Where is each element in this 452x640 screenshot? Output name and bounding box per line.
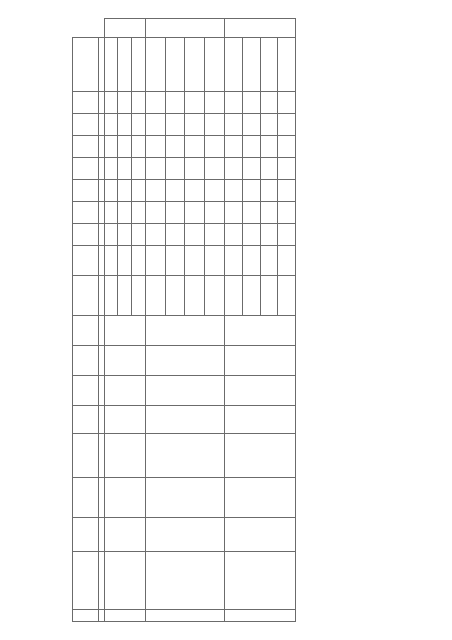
cell-y3: [205, 180, 225, 202]
cell-y1: [145, 224, 165, 246]
cell-source: [260, 276, 278, 316]
cell-y7: [225, 92, 243, 114]
cell-y6: [278, 114, 296, 136]
cell-y2: [225, 202, 243, 224]
cell-total: [104, 246, 118, 276]
cell-y5: [242, 136, 260, 158]
cell-y1: [205, 224, 225, 246]
cell-y2: [260, 202, 278, 224]
header-cell: [73, 478, 99, 518]
cell-y3: [104, 180, 118, 202]
header-cell: [73, 610, 99, 622]
cell-y2: [104, 202, 118, 224]
cell-total: [225, 246, 243, 276]
table-row: [145, 19, 165, 622]
cell-y1: [185, 224, 205, 246]
cell-location: [225, 478, 296, 518]
cell-y6: [260, 114, 278, 136]
cell-remaining-end: [225, 38, 243, 92]
header-cell: [73, 202, 99, 224]
header-cell: [73, 114, 99, 136]
cell-total: [205, 246, 225, 276]
cell-y1: [278, 224, 296, 246]
cell-y4: [225, 158, 243, 180]
cell-financed: [104, 346, 145, 376]
cell-y1: [225, 224, 243, 246]
cell-y3: [225, 180, 243, 202]
cell-y4: [242, 158, 260, 180]
cell-y3: [145, 180, 165, 202]
cell-period: [225, 406, 296, 434]
cell-y6: [165, 114, 185, 136]
cell-remaining: [104, 316, 145, 346]
cell-y5: [104, 136, 118, 158]
cell-y6: [205, 114, 225, 136]
cell-y3: [242, 180, 260, 202]
cell-y2: [118, 202, 132, 224]
cell-y6: [104, 114, 118, 136]
table-row: [225, 19, 243, 622]
cell-y4: [104, 158, 118, 180]
appendix-note: [22, 22, 40, 140]
cell-y6: [225, 114, 243, 136]
cell-y1: [165, 224, 185, 246]
cell-remaining-end: [118, 38, 132, 92]
header-cell: [73, 180, 99, 202]
cell-y2: [145, 202, 165, 224]
cell-num: [145, 610, 224, 622]
cell-y4: [205, 158, 225, 180]
cell-y5: [260, 136, 278, 158]
cell-y2: [165, 202, 185, 224]
cell-remaining-end: [260, 38, 278, 92]
appendix-line: [36, 22, 40, 140]
cell-source: [205, 276, 225, 316]
cell-source: [165, 276, 185, 316]
cell-y7: [260, 92, 278, 114]
cell-remaining: [225, 316, 296, 346]
header-cell: [73, 276, 99, 316]
cell-y6: [185, 114, 205, 136]
cell-work-type: [225, 434, 296, 478]
cell-period: [104, 406, 145, 434]
cell-y7: [165, 92, 185, 114]
cell-y3: [132, 180, 146, 202]
cell-y4: [132, 158, 146, 180]
cell-total: [132, 246, 146, 276]
cell-remaining-end: [242, 38, 260, 92]
cell-y6: [145, 114, 165, 136]
cell-total: [145, 246, 165, 276]
cell-source: [225, 276, 243, 316]
cell-y6: [118, 114, 132, 136]
cell-num: [225, 610, 296, 622]
cell-source: [242, 276, 260, 316]
cell-y6: [132, 114, 146, 136]
cell-y7: [132, 92, 146, 114]
cell-y5: [185, 136, 205, 158]
cell-y3: [260, 180, 278, 202]
cell-y2: [278, 202, 296, 224]
cell-total: [118, 246, 132, 276]
cell-y2: [242, 202, 260, 224]
cell-y5: [165, 136, 185, 158]
cell-remaining-end: [132, 38, 146, 92]
cell-name: [145, 552, 224, 610]
cell-y4: [165, 158, 185, 180]
header-cell: [73, 434, 99, 478]
cell-y1: [104, 224, 118, 246]
cell-y2: [205, 202, 225, 224]
cell-name: [225, 552, 296, 610]
cell-y5: [132, 136, 146, 158]
cell-y5: [145, 136, 165, 158]
cell-source: [185, 276, 205, 316]
cell-remaining-end: [145, 38, 165, 92]
header-cell: [73, 136, 99, 158]
cell-y1: [118, 224, 132, 246]
cell-financed: [225, 346, 296, 376]
cell-cost: [225, 376, 296, 406]
header-cell: [73, 224, 99, 246]
cell-y5: [278, 136, 296, 158]
cell-total: [260, 246, 278, 276]
cell-y5: [205, 136, 225, 158]
cell-capacity: [104, 518, 145, 552]
cell-y7: [145, 92, 165, 114]
cell-source: [145, 276, 165, 316]
cell-y6: [242, 114, 260, 136]
header-cell: [73, 552, 99, 610]
cell-remaining: [145, 316, 224, 346]
cell-y2: [132, 202, 146, 224]
cell-location: [104, 478, 145, 518]
header-cell: [73, 38, 99, 92]
cell-capacity: [145, 518, 224, 552]
cell-y4: [185, 158, 205, 180]
cell-y2: [185, 202, 205, 224]
cell-y3: [278, 180, 296, 202]
cell-source: [278, 276, 296, 316]
cell-total: [165, 246, 185, 276]
cell-cost: [145, 376, 224, 406]
cell-source: [132, 276, 146, 316]
cell-y1: [132, 224, 146, 246]
cell-capacity: [225, 518, 296, 552]
cell-y4: [145, 158, 165, 180]
cell-y3: [165, 180, 185, 202]
header-cell: [73, 346, 99, 376]
cell-y4: [260, 158, 278, 180]
cell-y7: [278, 92, 296, 114]
cell-total: [278, 246, 296, 276]
cell-cost: [104, 376, 145, 406]
cell-remaining-end: [165, 38, 185, 92]
cell-y7: [242, 92, 260, 114]
cell-y4: [118, 158, 132, 180]
cell-period: [145, 406, 224, 434]
cell-y5: [225, 136, 243, 158]
table-row: [104, 19, 118, 622]
cell-y7: [118, 92, 132, 114]
table-body: [104, 19, 296, 622]
header-cell: [73, 518, 99, 552]
cell-customer: [104, 19, 145, 38]
cell-name: [104, 552, 145, 610]
cell-remaining-end: [185, 38, 205, 92]
cell-total: [185, 246, 205, 276]
cell-remaining-end: [104, 38, 118, 92]
header-cell: [73, 246, 99, 276]
cell-total: [242, 246, 260, 276]
cell-y5: [118, 136, 132, 158]
cell-y4: [278, 158, 296, 180]
title-line: [62, 70, 66, 570]
cell-y7: [185, 92, 205, 114]
cell-num: [104, 610, 145, 622]
program-table: [72, 18, 296, 622]
cell-work-type: [104, 434, 145, 478]
header-cell: [73, 158, 99, 180]
cell-financed: [145, 346, 224, 376]
cell-remaining-end: [278, 38, 296, 92]
cell-y3: [185, 180, 205, 202]
cell-location: [145, 478, 224, 518]
cell-y1: [242, 224, 260, 246]
cell-y3: [118, 180, 132, 202]
header-cell: [73, 316, 99, 346]
cell-customer: [225, 19, 296, 38]
cell-work-type: [145, 434, 224, 478]
cell-y7: [205, 92, 225, 114]
document-title: [58, 70, 66, 570]
table-header-row: [73, 19, 99, 622]
header-cell: [73, 92, 99, 114]
header-cell: [73, 376, 99, 406]
cell-remaining-end: [205, 38, 225, 92]
cell-source: [118, 276, 132, 316]
cell-y7: [104, 92, 118, 114]
header-cell: [73, 406, 99, 434]
cell-customer: [145, 19, 224, 38]
cell-source: [104, 276, 118, 316]
cell-y1: [260, 224, 278, 246]
